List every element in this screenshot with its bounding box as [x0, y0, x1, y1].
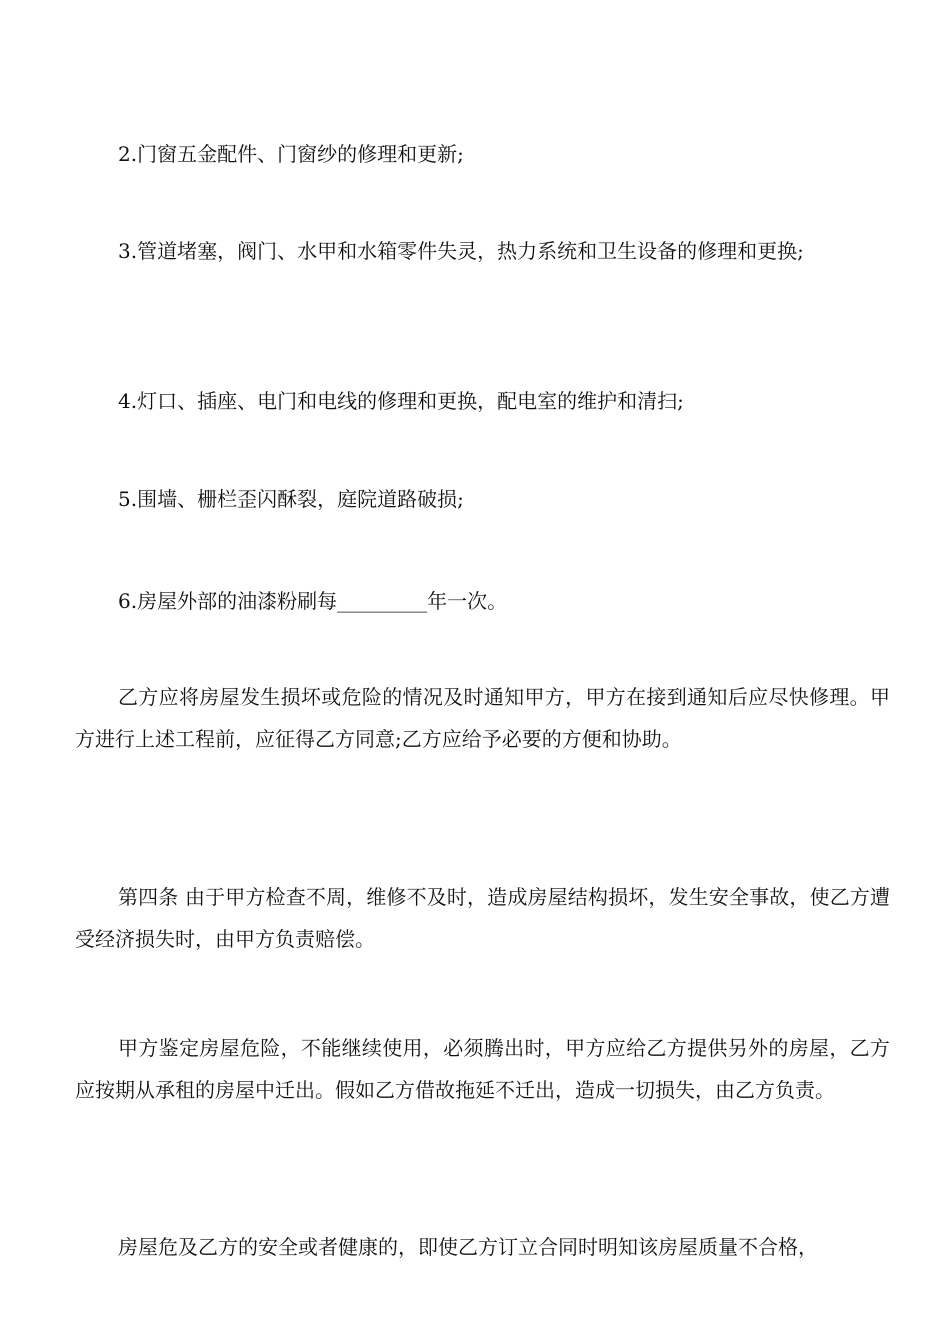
list-item-3: 3.管道堵塞，阀门、水甲和水箱零件失灵，热力系统和卫生设备的修理和更换; — [118, 239, 804, 263]
paragraph-safety-health: 房屋危及乙方的安全或者健康的，即使乙方订立合同时明知该房屋质量不合格， — [118, 1235, 818, 1259]
paragraph-article-four: 第四条 由于甲方检查不周，维修不及时，造成房屋结构损坏，发生安全事故，使乙方遭受经济损失时，由甲方负责赔偿。 — [75, 885, 890, 951]
paragraph-notify-repair: 乙方应将房屋发生损坏或危险的情况及时通知甲方，甲方在接到通知后应尽快修理。甲方进行上述工程前，应征得乙方同意;乙方应给予必要的方便和协助。 — [75, 685, 890, 751]
list-item-4: 4.灯口、插座、电门和电线的修理和更换，配电室的维护和清扫; — [118, 389, 684, 413]
paragraph-dangerous-house: 甲方鉴定房屋危险，不能继续使用，必须腾出时，甲方应给乙方提供另外的房屋，乙方应按期从承租的房屋中迁出。假如乙方借故拖延不迁出，造成一切损失，由乙方负责。 — [75, 1036, 890, 1102]
list-item-6: 6.房屋外部的油漆粉刷每_________年一次。 — [118, 589, 508, 613]
list-item-5: 5.围墙、栅栏歪闪酥裂，庭院道路破损; — [118, 487, 464, 511]
list-item-2: 2.门窗五金配件、门窗纱的修理和更新; — [118, 142, 464, 166]
